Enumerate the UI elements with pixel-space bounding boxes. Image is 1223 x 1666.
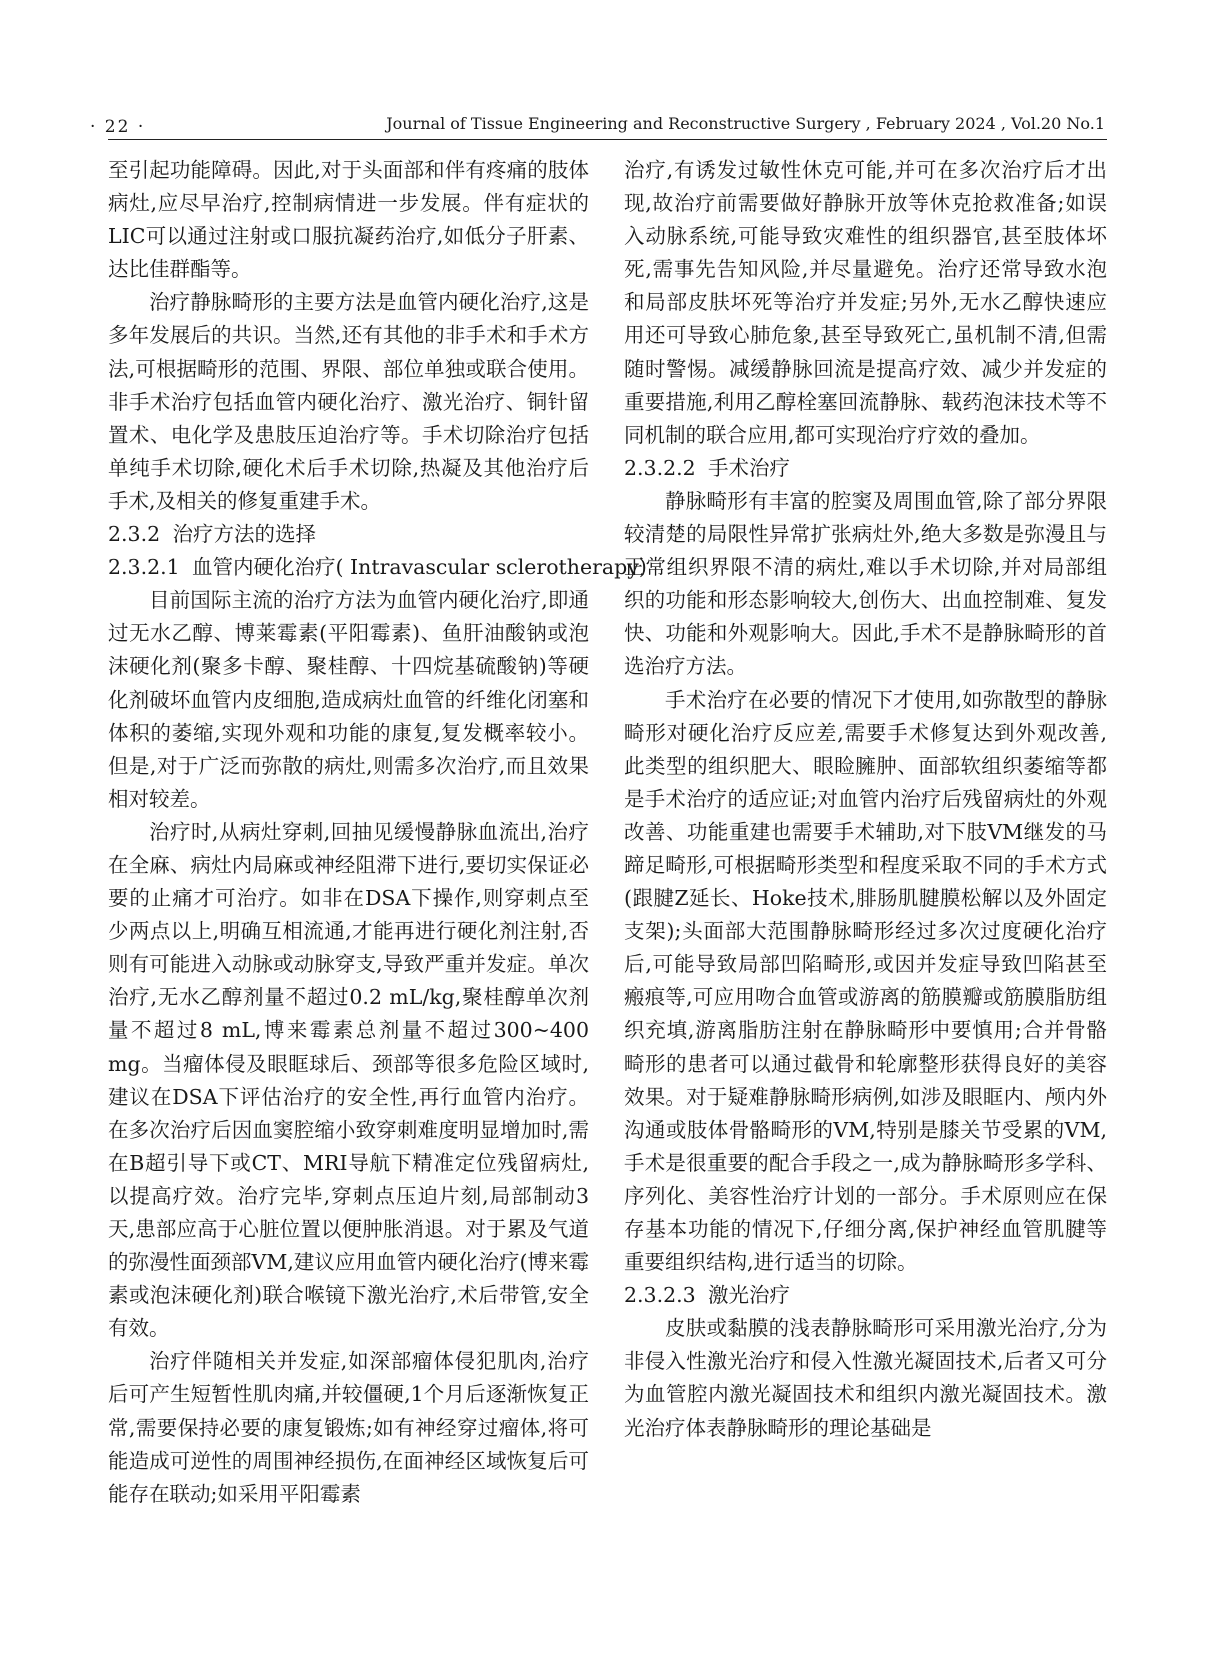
section-heading-2-3-2-3	[624, 1279, 1107, 1312]
section-number: 2.3.2.2	[624, 455, 696, 480]
section-title: 手术治疗	[708, 455, 791, 480]
section-heading-2-3-2-1	[108, 551, 647, 584]
left-column	[108, 154, 647, 1511]
section-heading-2-3-2	[108, 518, 589, 551]
section-title: 治疗方法的选择	[172, 522, 316, 547]
page-number: · 22 ·	[90, 117, 146, 137]
paragraph-surgery-overview: 静脉畸形有丰富的腔窦及周围血管,除了部分界限较清楚的局限性异常扩张病灶外,绝大多数是弥漫且与正常组织界限不清的病灶,难以手术切除,并对局部组织的功能和形态影响较大,创伤大、出血控制难、复发快、功能和外观影响大。因此,手术不是静脉畸形的首选治疗方法。	[624, 488, 1107, 679]
paragraph-main-treatment: 治疗静脉畸形的主要方法是血管内硬化治疗,这是多年发展后的共识。当然,还有其他的非手术和手术方法,可根据畸形的范围、界限、部位单独或联合使用。非手术治疗包括血管内硬化治疗、激光治疗、铜针留置术、电化学及患肢压迫治疗等。手术切除治疗包括单纯手术切除,硬化术后手术切除,热凝及其他治疗后手术,及相关的修复重建手术。	[108, 290, 589, 513]
journal-citation: Journal of Tissue Engineering and Reconstructive Surgery , February 2024 , Vol.20 No.1	[386, 114, 1105, 133]
section-number: 2.3.2.1	[108, 555, 180, 580]
paragraph-procedure: 治疗时,从病灶穿刺,回抽见缓慢静脉血流出,治疗在全麻、病灶内局麻或神经阻滞下进行,要切实保证必要的止痛才可治疗。如非在DSA下操作,则穿刺点至少两点以上,明确互相流通,才能再进行硬化剂注射,否则有可能进入动脉或动脉穿支,导致严重并发症。单次治疗,无水乙醇剂量不超过0.2 mL/kg,聚桂醇单次剂量不超过8 mL,博来霉素总剂量不超过300~400 mg。当瘤体侵及眼眶球后、颈部等很多危险区域时,建议在DSA下评估治疗的安全性,再行血管内治疗。在多次治疗后因血窦腔缩小致穿刺难度明显增加时,需在B超引导下或CT、MRI导航下精准定位残留病灶,以提高疗效。治疗完毕,穿刺点压迫片刻,局部制动3天,患部应高于心脏位置以便肿胀消退。对于累及气道的弥漫性面颈部VM,建议应用血管内硬化治疗(博来霉素或泡沫硬化剂)联合喉镜下激光治疗,术后带管,安全有效。	[108, 819, 589, 1341]
paragraph-complications: 治疗伴随相关并发症,如深部瘤体侵犯肌肉,治疗后可产生短暂性肌肉痛,并较僵硬,1个月后逐渐恢复正常,需要保持必要的康复锻炼;如有神经穿过瘤体,将可能造成可逆性的周围神经损伤,在面神经区域恢复后可能存在联动;如采用平阳霉素	[108, 1349, 589, 1506]
paragraph-continued: 至引起功能障碍。因此,对于头面部和伴有疼痛的肢体病灶,应尽早治疗,控制病情进一步发展。伴有症状的LIC可以通过注射或口服抗凝药治疗,如低分子肝素、达比佳群酯等。	[108, 158, 589, 282]
running-header	[0, 0, 1223, 140]
section-number: 2.3.2.3	[624, 1283, 696, 1308]
section-heading-2-3-2-2	[624, 452, 1107, 485]
paragraph-laser: 皮肤或黏膜的浅表静脉畸形可采用激光治疗,分为非侵入性激光治疗和侵入性激光凝固技术,后者又可分为血管腔内激光凝固技术和组织内激光凝固技术。激光治疗体表静脉畸形的理论基础是	[624, 1316, 1107, 1440]
section-title: 血管内硬化治疗( Intravascular sclerotherapy)	[192, 555, 647, 580]
section-title: 激光治疗	[708, 1283, 791, 1308]
right-column	[624, 154, 1107, 1445]
paragraph-continued: 治疗,有诱发过敏性休克可能,并可在多次治疗后才出现,故治疗前需要做好静脉开放等休克抢救准备;如误入动脉系统,可能导致灾难性的组织器官,甚至肢体坏死,需事先告知风险,并尽量避免。治疗还常导致水泡和局部皮肤坏死等治疗并发症;另外,无水乙醇快速应用还可导致心肺危象,甚至导致死亡,虽机制不清,但需随时警惕。减缓静脉回流是提高疗效、减少并发症的重要措施,利用乙醇栓塞回流静脉、载药泡沫技术等不同机制的联合应用,都可实现治疗疗效的叠加。	[624, 158, 1107, 447]
paragraph-surgery-indications: 手术治疗在必要的情况下才使用,如弥散型的静脉畸形对硬化治疗反应差,需要手术修复达到外观改善,此类型的组织肥大、眼睑臃肿、面部软组织萎缩等都是手术治疗的适应证;对血管内治疗后残留病灶的外观改善、功能重建也需要手术辅助,对下肢VM继发的马蹄足畸形,可根据畸形类型和程度采取不同的手术方式(跟腱Z延长、Hoke技术,腓肠肌腱膜松解以及外固定支架);头面部大范围静脉畸形经过多次过度硬化治疗后,可能导致局部凹陷畸形,或因并发症导致凹陷甚至瘢痕等,可应用吻合血管或游离的筋膜瓣或筋膜脂肪组织充填,游离脂肪注射在静脉畸形中要慎用;合并骨骼畸形的患者可以通过截骨和轮廓整形获得良好的美容效果。对于疑难静脉畸形病例,如涉及眼眶内、颅内外沟通或肢体骨骼畸形的VM,特别是膝关节受累的VM,手术是很重要的配合手段之一,成为静脉畸形多学科、序列化、美容性治疗计划的一部分。手术原则应在保存基本功能的情况下,仔细分离,保护神经血管肌腱等重要组织结构,进行适当的切除。	[624, 687, 1107, 1275]
section-number: 2.3.2	[108, 522, 161, 547]
header-rule	[108, 139, 1107, 140]
paragraph-sclerotherapy: 目前国际主流的治疗方法为血管内硬化治疗,即通过无水乙醇、博莱霉素(平阳霉素)、鱼肝油酸钠或泡沫硬化剂(聚多卡醇、聚桂醇、十四烷基硫酸钠)等硬化剂破坏血管内皮细胞,造成病灶血管的纤维化闭塞和体积的萎缩,实现外观和功能的康复,复发概率较小。但是,对于广泛而弥散的病灶,则需多次治疗,而且效果相对较差。	[108, 588, 589, 811]
